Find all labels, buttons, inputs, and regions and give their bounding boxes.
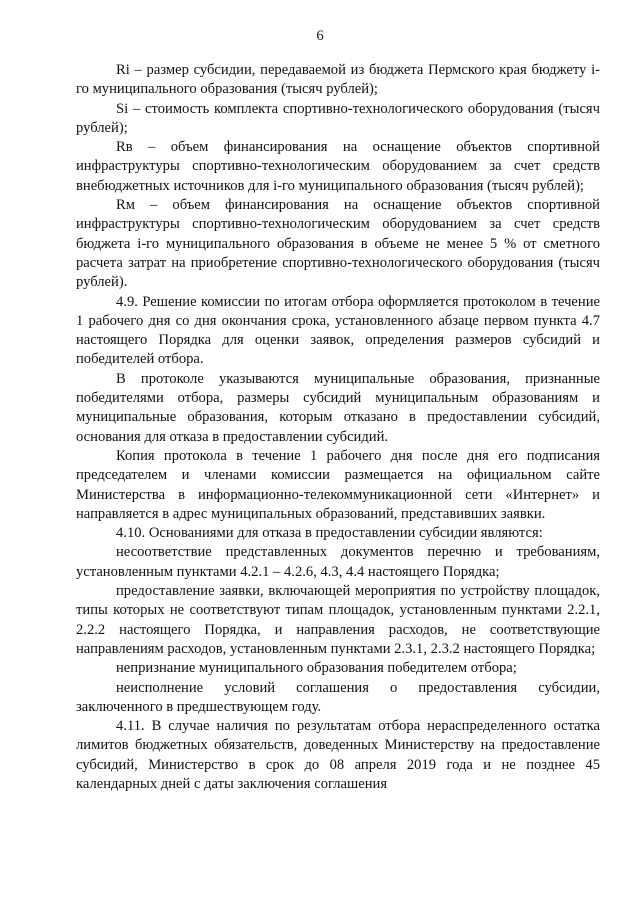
paragraph-4-11: 4.11. В случае наличия по результатам отбора нераспределенного остатка лимитов бюджетных обязательств, доведенных Министерству на предоставление субсидий, Министерство в срок до 08 апреля 2019 года и не позднее 45 календарных дней с даты заключения соглашения — [76, 718, 600, 792]
paragraph-4-9: 4.9. Решение комиссии по итогам отбора оформляется протоколом в течение 1 рабочего дня со дня окончания срока, установленного абзаце первом пункта 4.7 настоящего Порядка для оценки заявок, определения размеров субсидий и победителей отбора. — [76, 293, 600, 368]
paragraph-refusal-reason-1: несоответствие представленных документов перечню и требованиям, установленным пунктами 4.2.1 – 4.2.6, 4.3, 4.4 настоящего Порядка; — [76, 544, 600, 580]
document-body — [76, 61, 600, 794]
paragraph-rv-definition: Rв – объем финансирования на оснащение объектов спортивной инфраструктуры спортивно-технологическим оборудованием за счет средств внебюджетных источников для i-го муниципального образования (тысяч рублей); — [76, 139, 600, 194]
paragraph-si-definition: Si – стоимость комплекта спортивно-технологического оборудования (тысяч рублей); — [76, 100, 600, 136]
paragraph-4-10: 4.10. Основаниями для отказа в предоставлении субсидии являются: — [116, 525, 543, 542]
paragraph-refusal-reason-2: предоставление заявки, включающей мероприятия по устройству площадок, типы которых не соответствуют типам площадок, установленным пунктами 2.2.1, 2.2.2 настоящего Порядка, и направления расходов, не соответствующие направлениям расходов, установленным пунктами 2.3.1, 2.3.2 настоящего Порядка; — [76, 583, 600, 657]
paragraph-ri-definition: Ri – размер субсидии, передаваемой из бюджета Пермского края бюджету i-го муниципального образования (тысяч рублей); — [76, 62, 600, 98]
paragraph-protocol-copy: Копия протокола в течение 1 рабочего дня после дня его подписания председателем и членами комиссии размещается на официальном сайте Министерства в информационно-телекоммуникационной сети «Интернет» и направляется в адрес муниципальных образований, представивших заявки. — [76, 447, 600, 522]
page-number: 6 — [316, 28, 324, 44]
paragraph-rm-definition: Rм – объем финансирования на оснащение объектов спортивной инфраструктуры спортивно-технологическим оборудованием за счет средств бюджета i-го муниципального образования в объеме не менее 5 % от сметного расчета затрат на приобретение спортивно-технологического оборудования (тысяч рублей). — [76, 197, 600, 291]
paragraph-refusal-reason-3: непризнание муниципального образования победителем отбора; — [116, 660, 517, 677]
paragraph-refusal-reason-4: неисполнение условий соглашения о предоставления субсидии, заключенного в предшествующем году. — [76, 679, 600, 715]
paragraph-protocol-content: В протоколе указываются муниципальные образования, признанные победителями отбора, размеры субсидий муниципальным образованиям и муниципальные образования, которым отказано в предоставлении субсидий, основания для отказа в предоставлении субсидий. — [76, 370, 600, 445]
